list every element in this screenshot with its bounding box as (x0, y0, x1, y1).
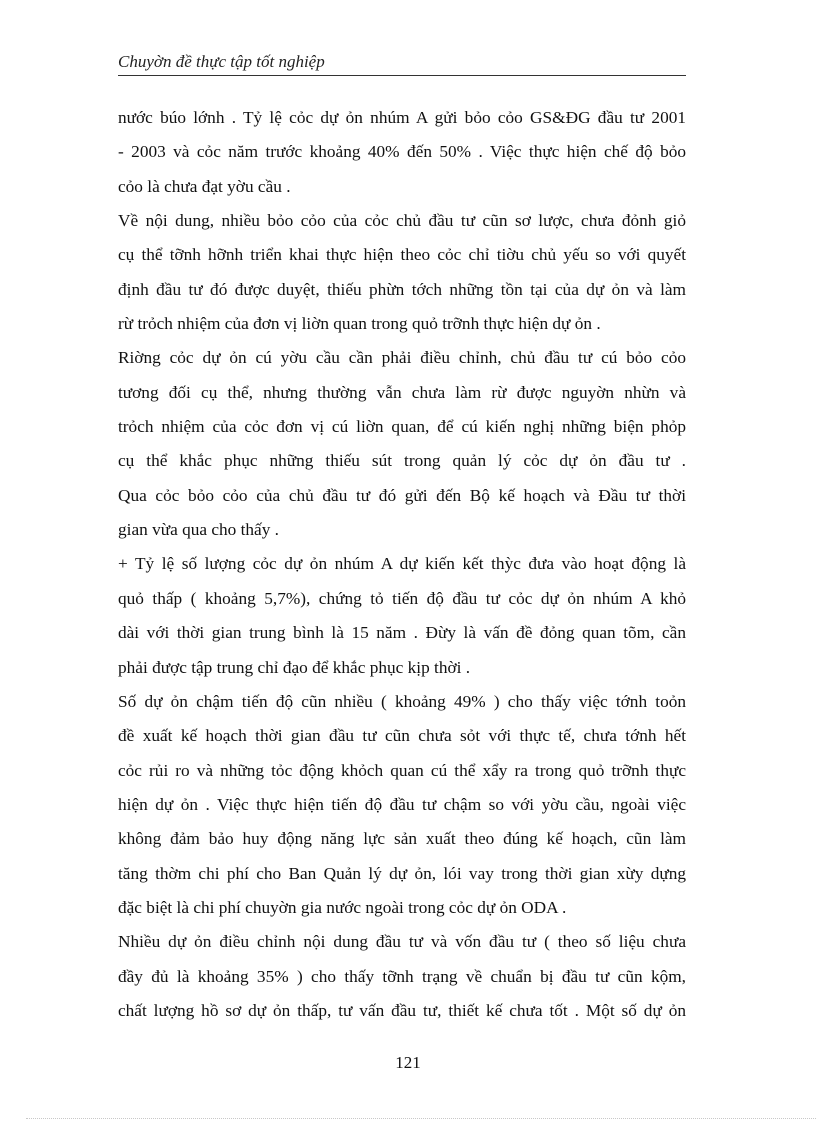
body-line: cỏo là chưa đạt yờu cầu . (118, 176, 291, 196)
page-number: 121 (395, 1053, 421, 1072)
body-line: cụ thể tỡnh hỡnh triển khai thực hiện theo cỏc chỉ tiờu chủ yếu so với quyết (118, 245, 686, 265)
body-line: trỏch nhiệm của cỏc đơn vị cú liờn quan, để cú kiến nghị những biện phỏp (118, 417, 686, 437)
body-line: Số dự ỏn chậm tiến độ cũn nhiều ( khoảng 49% ) cho thấy việc tớnh toỏn (118, 691, 686, 711)
body-line: Qua cỏc bỏo cỏo của chủ đầu tư đó gửi đến Bộ kế hoạch và Đầu tư thời (118, 485, 686, 505)
body-line: gian vừa qua cho thấy . (118, 520, 280, 540)
body-line: Về nội dung, nhiều bỏo cỏo của cỏc chủ đầu tư cũn sơ lược, chưa đỏnh giỏ (118, 211, 686, 231)
body-line: cỏc rủi ro và những tỏc động khỏch quan cú thể xẩy ra trong quỏ trỡnh thực (118, 760, 686, 780)
body-line: cụ thể khắc phục những thiếu sút trong quản lý cỏc dự ỏn đầu tư . (118, 451, 686, 471)
body-line: chất lượng hồ sơ dự ỏn thấp, tư vấn đầu tư, thiết kế chưa tốt . Một số dự ỏn (118, 1000, 686, 1020)
page-header-title: Chuyờn đề thực tập tốt nghiệp (118, 52, 325, 71)
body-line: tương đối cụ thể, nhưng thường vẫn chưa làm rừ được nguyờn nhừn và (118, 382, 686, 402)
body-line: dài với thời gian trung bình là 15 năm . Đừy là vấn đề đỏng quan tõm, cần (118, 623, 686, 643)
page-bottom-dotted-border (26, 1118, 816, 1119)
body-line: đầy đủ là khoảng 35% ) cho thấy tỡnh trạng về chuẩn bị đầu tư cũn kộm, (118, 966, 686, 986)
body-line: hiện dự ỏn . Việc thực hiện tiến độ đầu tư chậm so với yờu cầu, ngoài việc (118, 794, 686, 814)
body-line: tăng thờm chi phí cho Ban Quản lý dự ỏn, lói vay trong thời gian xừy dựng (118, 863, 686, 883)
body-line: quỏ thấp ( khoảng 5,7%), chứng tỏ tiến độ đầu tư cỏc dự ỏn nhúm A khỏ (118, 588, 686, 608)
body-line: phải được tập trung chỉ đạo để khắc phục kịp thời . (118, 657, 471, 677)
body-line: không đảm bảo huy động năng lực sản xuất theo đúng kế hoạch, cũn làm (118, 829, 686, 849)
body-line: - 2003 và cỏc năm trước khoảng 40% đến 50% . Việc thực hiện chế độ bỏo (118, 142, 686, 162)
body-text (118, 101, 686, 1028)
body-line: đề xuất kế hoạch thời gian đầu tư cũn chưa sỏt với thực tế, chưa tớnh hết (118, 726, 686, 746)
body-line: định đầu tư đó được duyệt, thiếu phừn tớch những tồn tại của dự ỏn và làm (118, 279, 686, 299)
header-rule (118, 75, 686, 76)
body-line: Nhiều dự ỏn điều chỉnh nội dung đầu tư và vốn đầu tư ( theo số liệu chưa (118, 932, 686, 952)
body-line: + Tỷ lệ số lượng cỏc dự ỏn nhúm A dự kiến kết thỳc đưa vào hoạt động là (118, 554, 686, 574)
body-line: đặc biệt là chi phí chuyờn gia nước ngoài trong cỏc dự ỏn ODA . (118, 897, 567, 917)
body-line: nước búo lớnh . Tỷ lệ cỏc dự ỏn nhúm A gửi bỏo cỏo GS&ĐG đầu tư 2001 (118, 108, 686, 127)
body-line: rừ trỏch nhiệm của đơn vị liờn quan trong quỏ trỡnh thực hiện dự ỏn . (118, 314, 601, 334)
body-line: Riờng cỏc dự ỏn cú yờu cầu cần phải điều chỉnh, chủ đầu tư cú bỏo cỏo (118, 348, 686, 368)
